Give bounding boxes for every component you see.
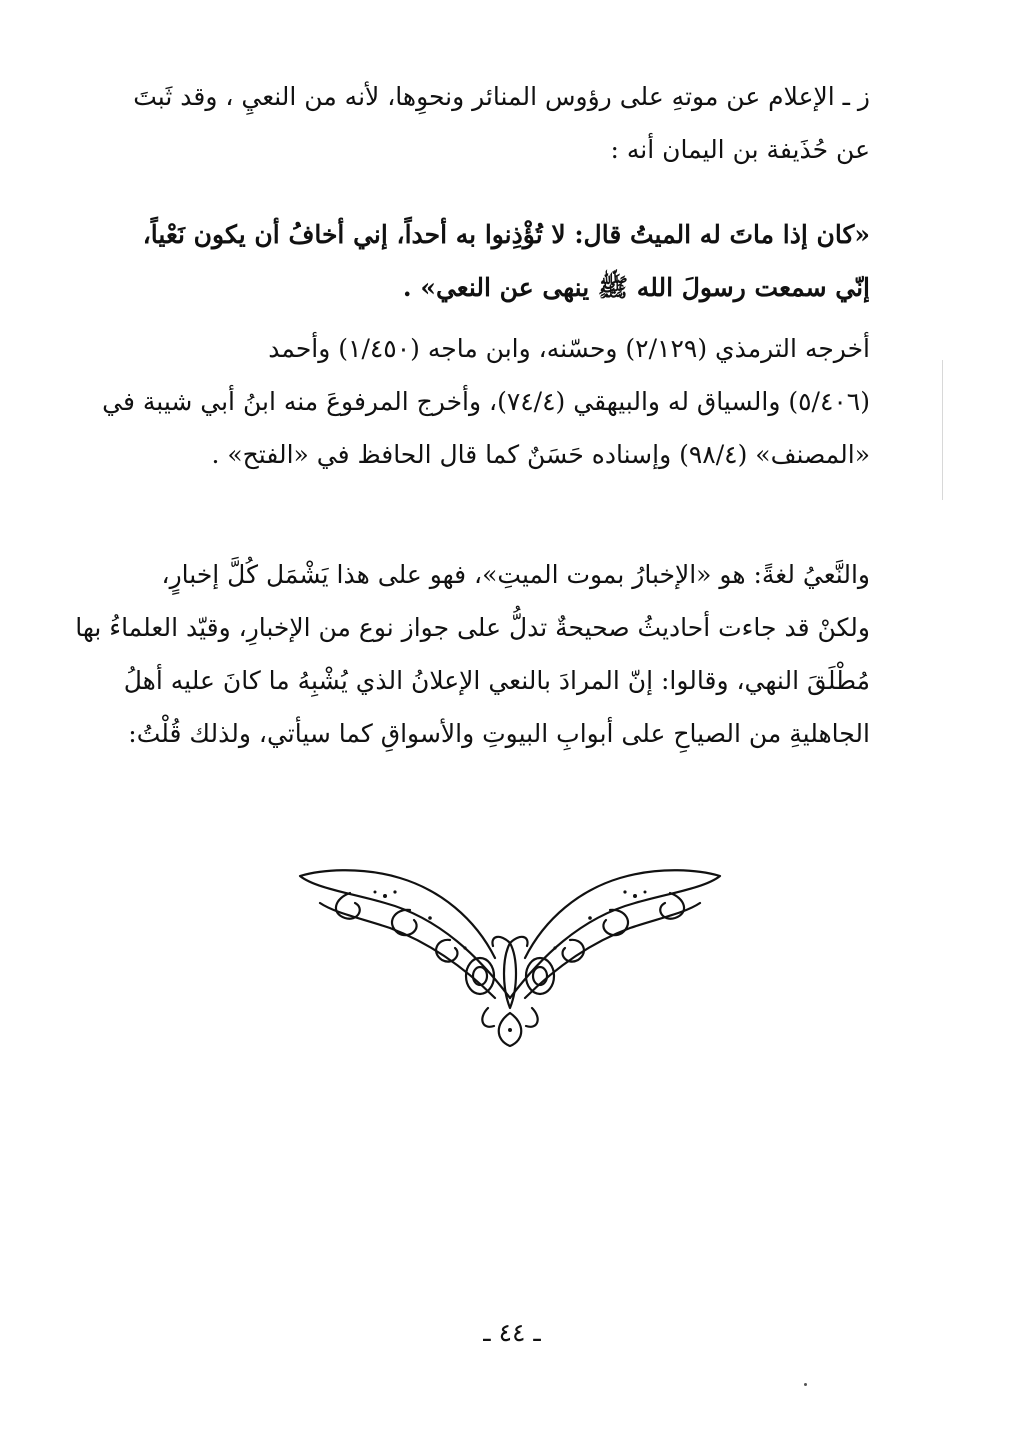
paragraph-z bbox=[133, 70, 870, 176]
hadith-line-1: «كان إذا ماتَ له الميتُ قال: لا تُؤْذِنوا به أحداً، إني أخافُ أن يكون نَعْياً، bbox=[142, 220, 870, 249]
scan-artifact bbox=[942, 360, 943, 500]
takhrij-line-3: «المصنف» (٩٨/٤) وإسناده حَسَنٌ كما قال الحافظ في «الفتح» . bbox=[211, 440, 870, 469]
takhrij-line-2: (٥/٤٠٦) والسياق له والبيهقي (٧٤/٤)، وأخرج المرفوعَ منه ابنُ أبي شيبة في bbox=[102, 387, 870, 416]
stray-dot bbox=[804, 1383, 807, 1386]
nay-line-1: والنَّعيُ لغةً: هو «الإخبارُ بموت الميتِ»، فهو على هذا يَشْمَل كُلَّ إخبارٍ، bbox=[161, 560, 870, 589]
hadith-line-2: إنّي سمعت رسولَ الله ﷺ ينهى عن النعي» . bbox=[402, 273, 870, 302]
takhrij-paragraph bbox=[102, 322, 870, 481]
paragraph-z-line-1: ز ـ الإعلام عن موتهِ على رؤوس المنائر ونحوِها، لأنه من النعيِ ، وقد ثَبتَ bbox=[133, 82, 870, 111]
takhrij-line-1: أخرجه الترمذي (٢/١٢٩) وحسّنه، وابن ماجه (١/٤٥٠) وأحمد bbox=[268, 334, 870, 363]
hadith-quote bbox=[142, 208, 870, 314]
nay-line-2: ولكنْ قد جاءت أحاديثُ صحيحةٌ تدلُّ على جواز نوع من الإخبارِ، وقيّد العلماءُ بها bbox=[75, 613, 870, 642]
paragraph-z-line-2: عن حُذَيفة بن اليمان أنه : bbox=[610, 135, 870, 164]
nay-line-4: الجاهليةِ من الصياحِ على أبوابِ البيوتِ والأسواقِ كما سيأتي، ولذلك قُلْتُ: bbox=[128, 719, 870, 748]
page-number: ـ ٤٤ ـ bbox=[483, 1318, 541, 1347]
nay-line-3: مُطْلَقَ النهي، وقالوا: إنّ المرادَ بالنعي الإعلانُ الذي يُشْبِهُ ما كانَ عليه أهلُ bbox=[123, 666, 870, 695]
floral-ornament-icon bbox=[290, 848, 730, 1058]
nay-definition-paragraph bbox=[75, 548, 870, 760]
